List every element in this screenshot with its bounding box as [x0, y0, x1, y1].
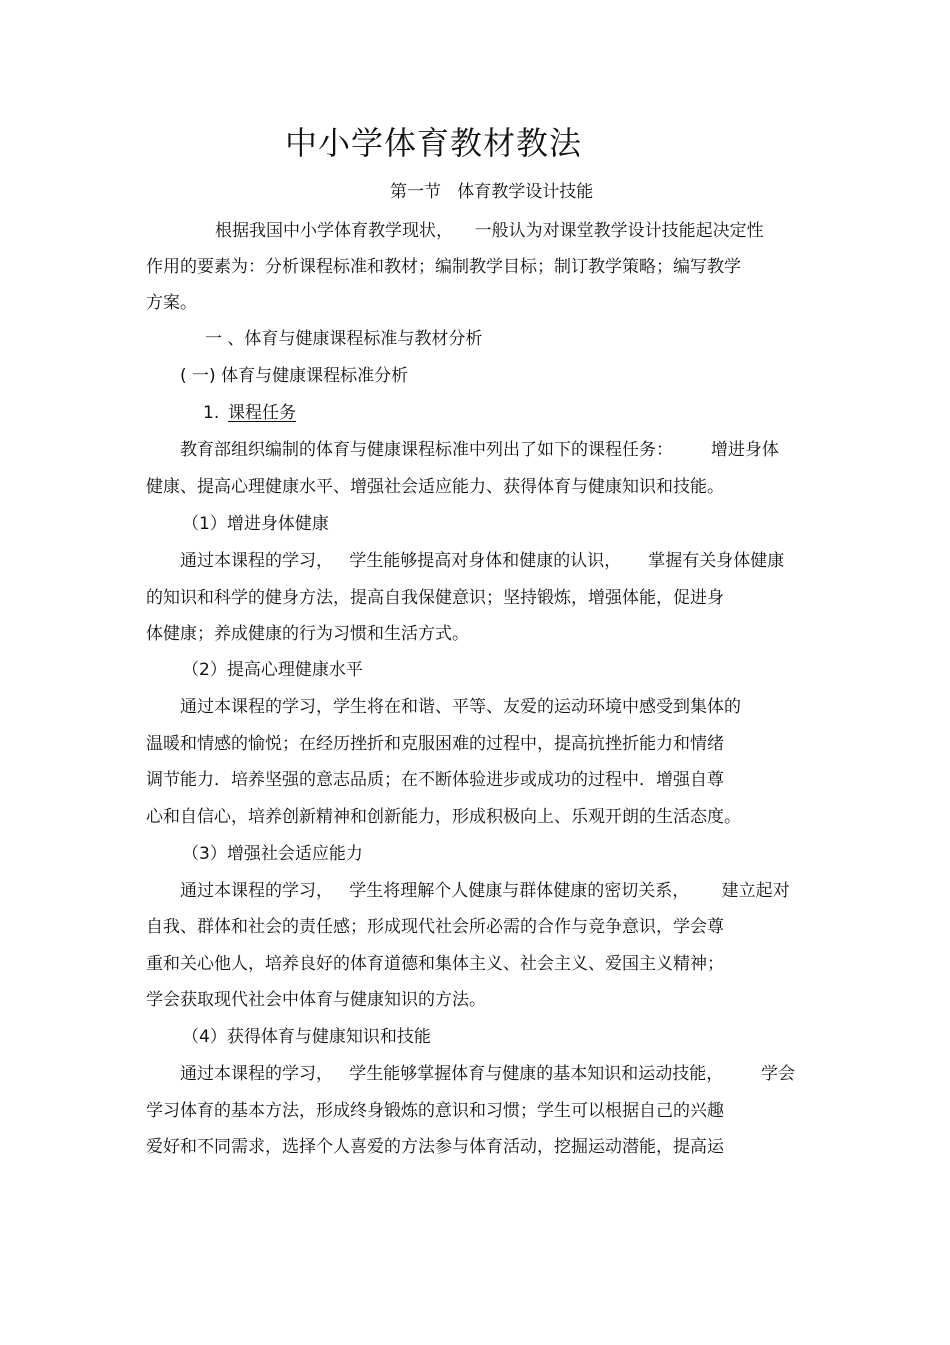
heading-1: 一 、体育与健康课程标准与教材分析	[205, 329, 483, 349]
intro-line-2: 作用的要素为：分析课程标准和教材；编制教学目标；制订教学策略；编写教学	[146, 257, 741, 277]
task-para-line-2: 健康、提高心理健康水平、增强社会适应能力、获得体育与健康知识和技能。	[146, 477, 724, 497]
heading-1-1: ( 一) 体育与健康课程标准分析	[180, 366, 409, 386]
subsection-1-line-2: 的知识和科学的健身方法，提高自我保健意识；坚持锻炼，增强体能，促进身	[146, 588, 724, 608]
subsection-4-line-2: 学习体育的基本方法，形成终身锻炼的意识和习惯；学生可以根据自己的兴趣	[146, 1101, 724, 1121]
intro-line-1: 根据我国中小学体育教学现状， 一般认为对课堂教学设计技能起决定性	[215, 221, 764, 241]
task-para-line-1: 教育部组织编制的体育与健康课程标准中列出了如下的课程任务： 增进身体	[180, 440, 779, 460]
subsection-2-line-2: 温暖和情感的愉悦；在经历挫折和克服困难的过程中，提高抗挫折能力和情绪	[146, 734, 724, 754]
subsection-4-line-1: 通过本课程的学习， 学生能够掌握体育与健康的基本知识和运动技能， 学会	[180, 1064, 796, 1084]
section-title: 第一节 体育教学设计技能	[390, 182, 594, 202]
subsection-3-title: （3）增强社会适应能力	[182, 844, 363, 864]
subsection-2-line-1: 通过本课程的学习，学生将在和谐、平等、友爱的运动环境中感受到集体的	[180, 697, 741, 717]
subsection-3-line-1: 通过本课程的学习， 学生将理解个人健康与群体健康的密切关系， 建立起对	[180, 881, 790, 901]
subsection-1-title: （1）增进身体健康	[182, 514, 329, 534]
subsection-4-line-3: 爱好和不同需求，选择个人喜爱的方法参与体育活动，挖掘运动潜能，提高运	[146, 1137, 724, 1157]
intro-line-3: 方案。	[146, 293, 197, 313]
item-1-number: 1.	[203, 403, 220, 423]
subsection-3-line-3: 重和关心他人，培养良好的体育道德和集体主义、社会主义、爱国主义精神；	[146, 954, 724, 974]
item-1-label: 课程任务	[228, 403, 296, 423]
subsection-2-line-4: 心和自信心，培养创新精神和创新能力，形成积极向上、乐观开朗的生活态度。	[146, 807, 741, 827]
subsection-1-line-3: 体健康；养成健康的行为习惯和生活方式。	[146, 624, 469, 644]
subsection-3-line-4: 学会获取现代社会中体育与健康知识的方法。	[146, 990, 486, 1010]
subsection-2-line-3: 调节能力．培养坚强的意志品质；在不断体验进步或成功的过程中．增强自尊	[146, 770, 724, 790]
document-title: 中小学体育教材教法	[285, 124, 583, 162]
subsection-2-title: （2）提高心理健康水平	[182, 660, 363, 680]
subsection-3-line-2: 自我、群体和社会的责任感；形成现代社会所必需的合作与竞争意识，学会尊	[146, 917, 724, 937]
subsection-1-line-1: 通过本课程的学习， 学生能够提高对身体和健康的认识， 掌握有关身体健康	[180, 551, 785, 571]
subsection-4-title: （4）获得体育与健康知识和技能	[182, 1027, 431, 1047]
